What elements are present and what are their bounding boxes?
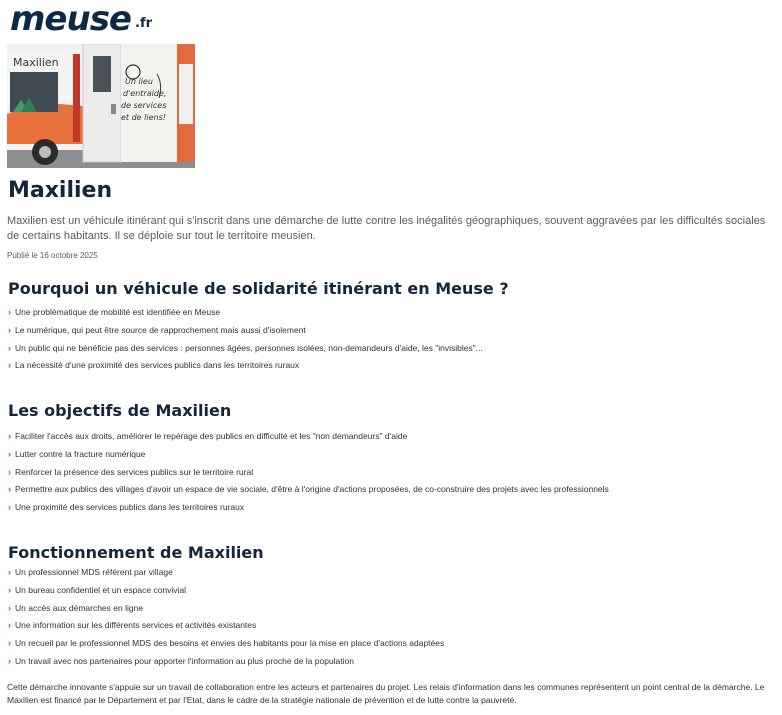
logo-tld: .fr (135, 16, 153, 31)
chevron-right-icon: › (8, 342, 11, 353)
chevron-right-icon: › (8, 602, 11, 613)
chevron-right-icon: › (8, 620, 11, 631)
list-item (8, 617, 778, 635)
chevron-right-icon: › (8, 484, 11, 495)
logo-wordmark: meuse (10, 0, 131, 39)
closing-paragraph: Cette démarche innovante s'appuie sur un travail de collaboration entre les acteurs et partenaires du projet. Les relais d'information dans les communes représentent un point central de la démarche. Le Maxilien est financé par le Département et par l'Etat, dans le cadre de la stratégie nationale de prévention et de lutte contre la pauvreté. (7, 682, 765, 705)
list-item-text: Un recueil par le professionnel MDS des besoins et envies des habitants pour la mise en place d'actions adaptées (15, 638, 445, 649)
list-item (8, 304, 778, 322)
list-item-text: Permettre aux publics des villages d'avoir un espace de vie sociale, d'être à l'origine d'actions proposées, de co-construire des projets avec les professionnels (15, 484, 609, 495)
bullet-list (8, 304, 778, 375)
list-item (8, 446, 778, 464)
list-item (8, 600, 778, 618)
list-item-text: Renforcer la présence des services publics sur le territoire rural (15, 466, 254, 477)
list-item-text: Une proximité des services publics dans les territoires ruraux (15, 502, 245, 513)
list-item (8, 499, 778, 517)
chevron-right-icon: › (8, 307, 11, 317)
list-item (8, 564, 778, 582)
van-window-text-4: et de liens! (121, 113, 166, 122)
list-item (8, 635, 778, 653)
section-objectives (8, 399, 778, 517)
list-item (8, 340, 778, 358)
list-item-text: Un travail avec nos partenaires pour apporter l'information au plus proche de la population (15, 655, 354, 666)
chevron-right-icon: › (8, 638, 11, 649)
list-item-text: Un professionnel MDS référent par village (15, 567, 173, 577)
maxilien-van-photo (7, 44, 195, 168)
chevron-right-icon: › (8, 360, 11, 371)
list-item-text: Le numérique, qui peut être source de rapprochement mais aussi d'isolement (15, 324, 306, 335)
list-item (8, 464, 778, 482)
list-item-text: Lutter contre la fracture numérique (15, 448, 146, 459)
van-window-text-3: de services (121, 101, 167, 110)
list-item (8, 481, 778, 499)
list-item (8, 357, 778, 375)
section-why (8, 277, 778, 375)
chevron-right-icon: › (8, 502, 11, 513)
hero-image (7, 44, 195, 168)
list-item (8, 322, 778, 340)
chevron-right-icon: › (8, 466, 11, 477)
list-item-text: Un bureau confidentiel et un espace convivial (15, 584, 187, 595)
chevron-right-icon: › (8, 431, 11, 441)
section-heading: Les objectifs de Maxilien (8, 401, 232, 420)
van-label-text: Maxilien (13, 56, 59, 69)
chevron-right-icon: › (8, 584, 11, 595)
list-item-text: La nécessité d'une proximité des services publics dans les territoires ruraux (15, 360, 300, 371)
list-item (8, 582, 778, 600)
van-window-text-2: d'entraide, (123, 89, 167, 98)
page-title: Maxilien (8, 178, 113, 203)
list-item-text: Un accès aux démarches en ligne (15, 602, 144, 613)
section-operation (8, 541, 778, 671)
chevron-right-icon: › (8, 324, 11, 335)
chevron-right-icon: › (8, 567, 11, 577)
intro-paragraph: Maxilien est un véhicule itinérant qui s'inscrit dans une démarche de lutte contre les inégalités géographiques, souvent aggravées par les difficultés sociales de certains habitants. Il se déploie sur tout le territoire meusien. (7, 215, 766, 242)
bullet-list (8, 428, 778, 517)
chevron-right-icon: › (8, 448, 11, 459)
list-item (8, 653, 778, 671)
bullet-list (8, 564, 778, 671)
list-item-text: Une problématique de mobilité est identifiée en Meuse (15, 307, 221, 317)
published-date: Publié le 16 octobre 2025 (7, 251, 98, 260)
list-item (8, 428, 778, 446)
site-logo[interactable] (10, 0, 153, 39)
van-window-text-1: Un lieu (125, 77, 153, 86)
chevron-right-icon: › (8, 655, 11, 666)
list-item-text: Une information sur les différents services et activités existantes (15, 620, 257, 631)
section-heading: Fonctionnement de Maxilien (8, 543, 264, 562)
section-heading: Pourquoi un véhicule de solidarité itinérant en Meuse ? (8, 279, 509, 298)
list-item-text: Un public qui ne bénéficie pas des services : personnes âgées, personnes isolées, non-demandeurs d'aide, les "invisibles"... (15, 342, 483, 353)
list-item-text: Faciliter l'accès aux droits, améliorer le repérage des publics en difficulté et les "non demandeurs" d'aide (15, 431, 408, 441)
